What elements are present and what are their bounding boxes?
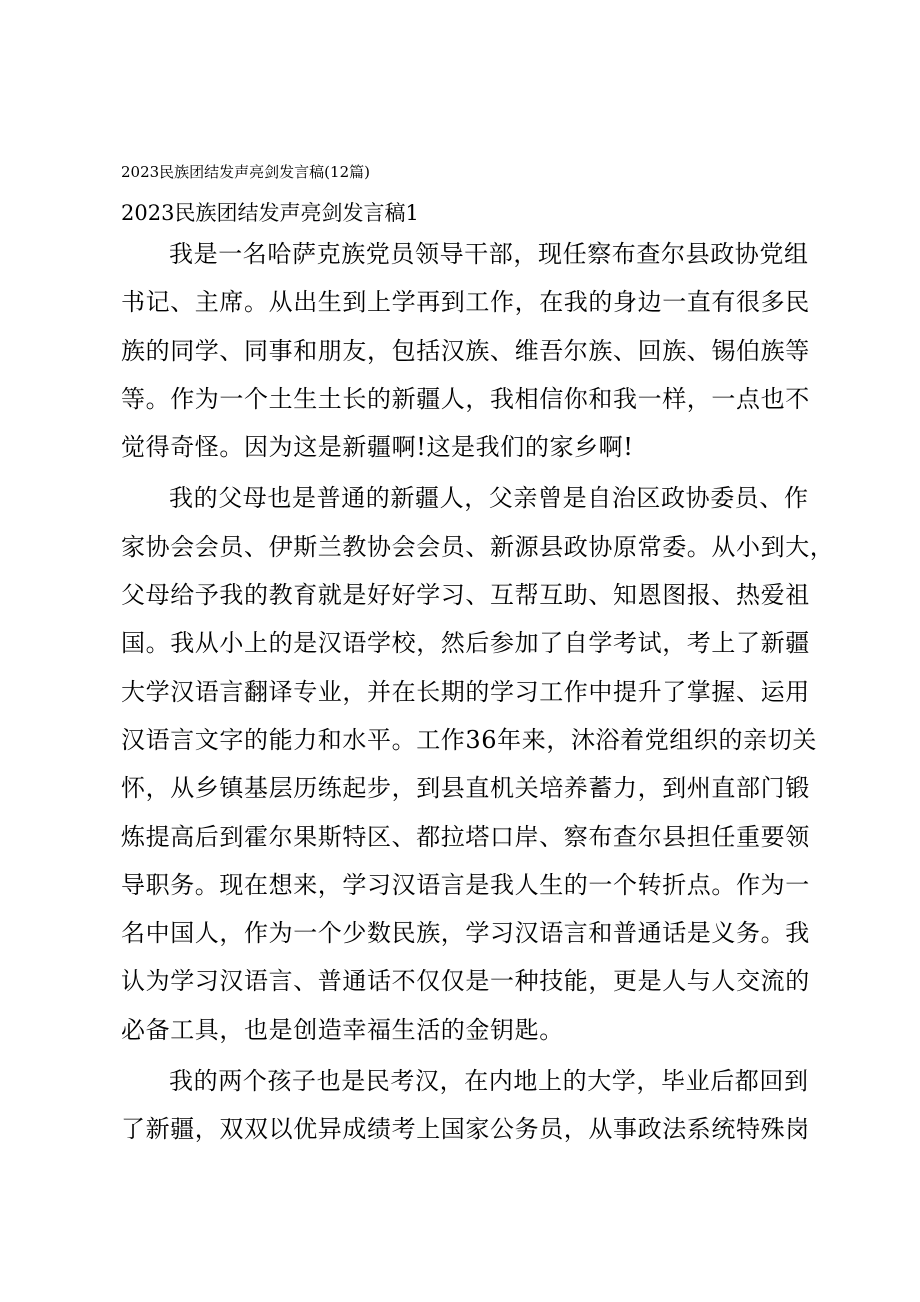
text-line: 我是一名哈萨克族党员领导干部，现任察布查尔县政协党组 [169, 240, 809, 268]
text-line: 大学汉语言翻译专业，并在长期的学习工作中提升了掌握、运用 [121, 677, 810, 706]
document-body [121, 230, 835, 1157]
text-line: 必备工具，也是创造幸福生活的金钥匙。 [121, 1015, 564, 1044]
paragraph [121, 474, 835, 1054]
text-line: 炼提高后到霍尔果斯特区、都拉塔口岸、察布查尔县担任重要领 [121, 822, 810, 851]
text-line: 家协会会员、伊斯兰教协会会员、新源县政协原常委。从小到大， [121, 532, 835, 561]
text-line: 族的同学、同事和朋友，包括汉族、维吾尔族、回族、锡伯族等 [121, 336, 810, 365]
paragraph [121, 1057, 821, 1154]
text-line: 导职务。现在想来，学习汉语言是我人生的一个转折点。作为一 [121, 870, 810, 899]
text-line: 我的两个孩子也是民考汉，在内地上的大学，毕业后都回到 [169, 1067, 809, 1096]
text-line: 我的父母也是普通的新疆人，父亲曾是自治区政协委员、作 [169, 484, 809, 513]
text-line: 国。我从小上的是汉语学校，然后参加了自学考试，考上了新疆 [121, 629, 810, 658]
document-title: 2023民族团结发声亮剑发言稿1 [121, 201, 419, 225]
document-header: 2023民族团结发声亮剑发言稿(12篇) [121, 163, 370, 181]
text-line: 汉语言文字的能力和水平。工作36年来，沐浴着党组织的亲切关 [121, 725, 817, 754]
text-line: 等。作为一个土生土长的新疆人，我相信你和我一样，一点也不 [121, 384, 810, 413]
text-line: 怀，从乡镇基层历练起步，到县直机关培养蓄力，到州直部门锻 [121, 774, 810, 803]
paragraph [121, 230, 821, 471]
text-line: 认为学习汉语言、普通话不仅仅是一种技能，更是人与人交流的 [121, 967, 810, 996]
text-line: 名中国人，作为一个少数民族，学习汉语言和普通话是义务。我 [121, 919, 810, 948]
text-line: 父母给予我的教育就是好好学习、互帮互助、知恩图报、热爱祖 [121, 581, 810, 610]
text-line: 书记、主席。从出生到上学再到工作，在我的身边一直有很多民 [121, 288, 810, 317]
text-line: 了新疆，双双以优异成绩考上国家公务员，从事政法系统特殊岗 [121, 1115, 810, 1144]
text-line: 觉得奇怪。因为这是新疆啊!这是我们的家乡啊! [121, 433, 634, 462]
